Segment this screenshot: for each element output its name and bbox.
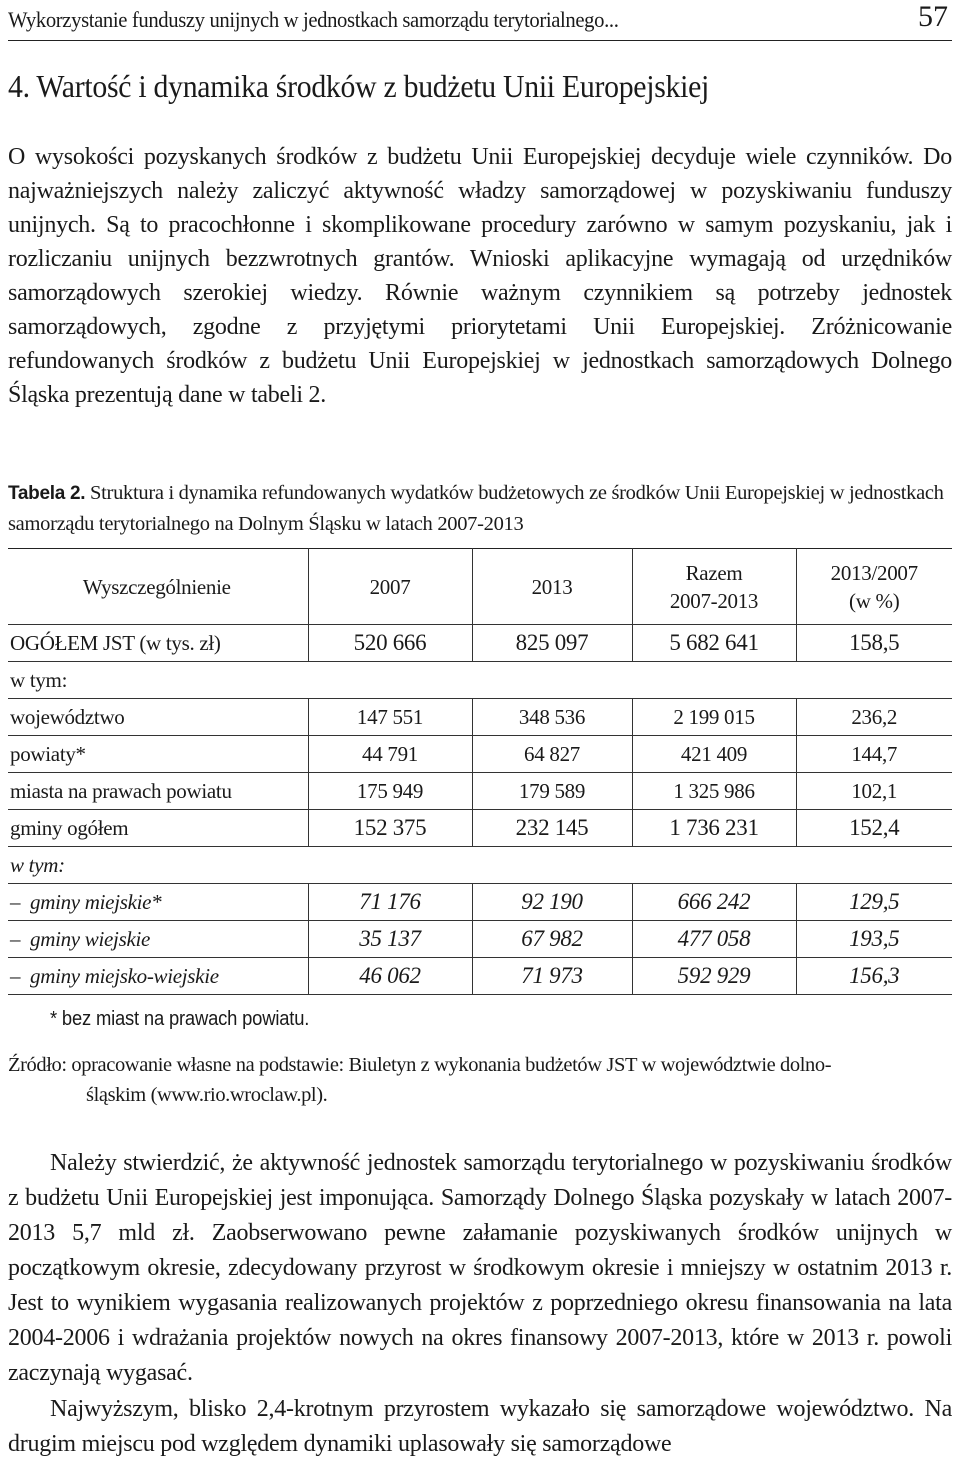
row-label: gminy ogółem xyxy=(10,815,129,840)
cell-2007: 152 375 xyxy=(308,810,472,847)
body-text xyxy=(8,1146,952,1462)
dash-marker: – xyxy=(10,963,21,988)
page-number: 57 xyxy=(918,0,948,33)
running-header xyxy=(8,0,952,41)
body-paragraph-2: Najwyższym, blisko 2,4-krotnym przyrostem wykazało się samorządowe województwo. Na drugim miejscu pod względem dynamiki uplasowały się samorządowe xyxy=(8,1396,952,1457)
running-title: Wykorzystanie funduszy unijnych w jednostkach samorządu terytorialnego... xyxy=(8,7,619,32)
table-row xyxy=(8,921,952,958)
row-label: województwo xyxy=(10,704,125,729)
body-paragraph-1: Należy stwierdzić, że aktywność jednostek samorządu terytorialnego w pozyskiwaniu środków z budżetu Unii Europejskiej jest imponująca. Samorządy Dolnego Śląska pozyskały w latach 2007-2013 5,7 mld zł. Zaobserwowano pewne załamanie pozyskiwanych środków unijnych w początkowym okresie, zdecydowany przyrost w środkowym okresie i mniejszy w ostatnim 2013 r. Jest to wynikiem wygasania realizowanych projektów z poprzedniego okresu finansowania na lata 2004-2006 i wdrażania projektów nowych na okres finansowy 2007-2013, które w 2013 r. powoli zaczynają wygasać. xyxy=(8,1150,952,1386)
table-row xyxy=(8,810,952,847)
cell-2013: 825 097 xyxy=(472,625,632,662)
cell-2013: 64 827 xyxy=(472,736,632,773)
cell-2007: 35 137 xyxy=(308,921,472,958)
intro-paragraph: O wysokości pozyskanych środków z budżetu Unii Europejskiej decyduje wiele czynników. Do najważniejszych należy zaliczyć aktywność władzy samorządowej w pozyskiwaniu funduszy unijnych. Są to pracochłonne i skomplikowane procedury zarówno w samym pozyskaniu, jak i rozliczaniu unijnych bezzwrotnych grantów. Wnioski aplikacyjne wymagają od urzędników samorządowych szerokiej wiedzy. Równie ważnym czynnikiem są potrzeby jednostek samorządowych, zgodne z przyjętymi priorytetami Unii Europejskiej. Zróżnicowanie refundowanych środków z budżetu Unii Europejskiej w jednostkach samorządowych Dolnego Śląska prezentują dane w tabeli 2. xyxy=(8,144,952,408)
cell-ratio: 158,5 xyxy=(796,625,952,662)
cell-total: 1 325 986 xyxy=(632,773,796,810)
table-row xyxy=(8,773,952,810)
header-ratio xyxy=(796,549,952,625)
cell-2007: 175 949 xyxy=(308,773,472,810)
header-total-line1: Razem xyxy=(685,560,743,585)
empty-cell xyxy=(308,847,952,884)
table-row xyxy=(8,736,952,773)
header-total xyxy=(632,549,796,625)
cell-2013: 179 589 xyxy=(472,773,632,810)
cell-2007: 520 666 xyxy=(308,625,472,662)
cell-total: 592 929 xyxy=(632,958,796,995)
row-label: gminy miejskie* xyxy=(30,889,162,914)
dash-marker: – xyxy=(10,926,21,951)
section-title: 4. Wartość i dynamika środków z budżetu Unii Europejskiej xyxy=(8,68,710,104)
cell-2013: 71 973 xyxy=(472,958,632,995)
table-header-row xyxy=(8,549,952,625)
source-label: Źródło: xyxy=(8,1054,67,1076)
row-label: gminy miejsko-wiejskie xyxy=(30,963,219,988)
cell-2007: 46 062 xyxy=(308,958,472,995)
row-label: miasta na prawach powiatu xyxy=(10,778,232,803)
cell-total: 1 736 231 xyxy=(632,810,796,847)
table-row xyxy=(8,958,952,995)
table-row xyxy=(8,625,952,662)
row-label: w tym: xyxy=(10,667,68,692)
cell-2013: 348 536 xyxy=(472,699,632,736)
dash-marker: – xyxy=(10,889,21,914)
cell-ratio: 152,4 xyxy=(796,810,952,847)
table-row xyxy=(8,662,952,699)
row-label: OGÓŁEM JST (w tys. zł) xyxy=(10,630,221,655)
table-row xyxy=(8,699,952,736)
cell-2007: 71 176 xyxy=(308,884,472,921)
cell-ratio: 236,2 xyxy=(796,699,952,736)
cell-2013: 92 190 xyxy=(472,884,632,921)
row-label-cell xyxy=(8,921,308,958)
header-total-line2: 2007-2013 xyxy=(669,588,759,613)
table-caption xyxy=(8,478,952,539)
source-line1: opracowanie własne na podstawie: Biuletyn z wykonania budżetów JST w województwie dolno- xyxy=(66,1054,832,1076)
cell-total: 666 242 xyxy=(632,884,796,921)
table-caption-text: Struktura i dynamika refundowanych wydatków budżetowych ze środków Unii Europejskiej w jednostkach samorządu terytorialnego na Dolnym Śląsku w latach 2007-2013 xyxy=(8,482,944,535)
table-source xyxy=(8,1050,952,1110)
header-ratio-line2: (w %) xyxy=(849,588,900,613)
data-table xyxy=(8,548,952,995)
row-label: powiaty* xyxy=(10,741,86,766)
empty-cell xyxy=(308,662,952,699)
header-2007: 2007 xyxy=(308,549,472,625)
cell-total: 2 199 015 xyxy=(632,699,796,736)
cell-total: 421 409 xyxy=(632,736,796,773)
table-row xyxy=(8,884,952,921)
cell-ratio: 193,5 xyxy=(796,921,952,958)
source-line2: śląskim (www.rio.wroclaw.pl). xyxy=(86,1084,328,1106)
cell-2013: 232 145 xyxy=(472,810,632,847)
cell-total: 477 058 xyxy=(632,921,796,958)
row-label: w tym: xyxy=(10,852,65,877)
cell-ratio: 129,5 xyxy=(796,884,952,921)
header-2013: 2013 xyxy=(472,549,632,625)
row-label-cell xyxy=(8,958,308,995)
table-row xyxy=(8,847,952,884)
cell-ratio: 102,1 xyxy=(796,773,952,810)
cell-2007: 147 551 xyxy=(308,699,472,736)
cell-2013: 67 982 xyxy=(472,921,632,958)
cell-2007: 44 791 xyxy=(308,736,472,773)
header-item: Wyszczególnienie xyxy=(82,574,231,599)
row-label: gminy wiejskie xyxy=(30,926,151,951)
header-ratio-line1: 2013/2007 xyxy=(830,560,918,585)
cell-ratio: 156,3 xyxy=(796,958,952,995)
table-caption-label: Tabela 2. xyxy=(8,483,86,504)
cell-ratio: 144,7 xyxy=(796,736,952,773)
row-label-cell xyxy=(8,884,308,921)
cell-total: 5 682 641 xyxy=(632,625,796,662)
table-footnote: * bez miast na prawach powiatu. xyxy=(50,1008,310,1030)
